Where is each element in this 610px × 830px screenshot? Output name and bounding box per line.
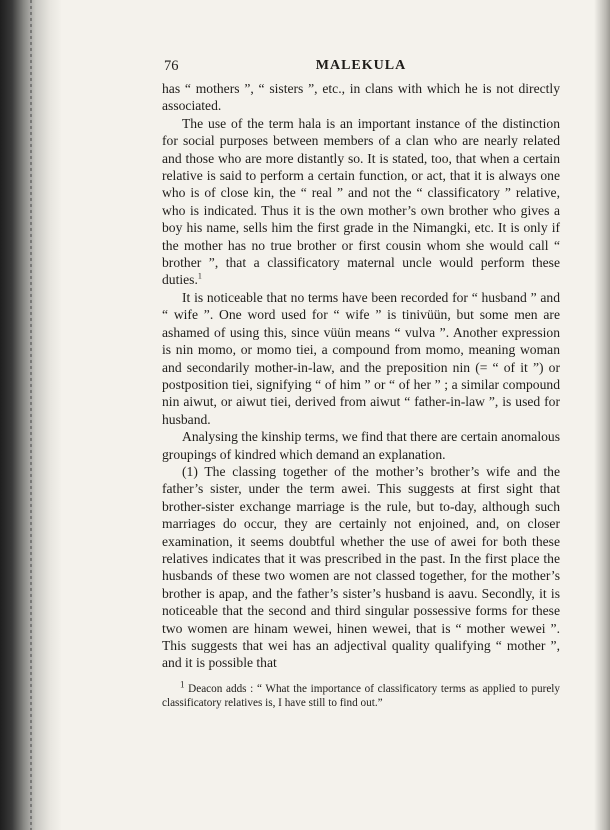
paragraph-1: has “ mothers ”, “ sisters ”, etc., in clans with which he is not directly associated.	[162, 81, 560, 114]
footnote-text: Deacon adds : “ What the importance of classificatory terms as applied to purely classificatory relatives is, I have still to find out.”	[162, 682, 560, 709]
page-header	[162, 58, 560, 80]
footnote-marker: 1	[180, 679, 185, 690]
paragraph-2-text: The use of the term hala is an important instance of the distinction for social purposes between members of a clan who are nearly related and those who are more distantly so. It is stated, too, that when a certain relative is said to perform a certain function, or act, that it is always one who is of close kin, the “ real ” and not the “ classificatory ” relative, who is indicated. Thus it is the own mother’s own brother who gives a boy his name, sells him the first grade in the Nimangki, etc. It is only if the mother has no true brother or first cousin whom she would call “ brother ”, that a classificatory maternal uncle would perform these duties.	[162, 115, 560, 288]
body-text	[162, 80, 560, 672]
footnote	[162, 679, 560, 710]
paragraph-4: Analysing the kinship terms, we find that there are certain anomalous groupings of kindred which demand an explanation.	[162, 429, 560, 462]
paragraph-3: It is noticeable that no terms have been recorded for “ husband ” and “ wife ”. One word used for “ wife ” is tinivüün, but some men are ashamed of using this, since vüün means “ vulva ”. Another expression is nin momo, or momo tiei, a compound from momo, meaning woman and secondarily mother-in-law, and the preposition nin (= “ of it ”) or postposition tiei, signifying “ of him ” or “ of her ” ; a similar compound nin aiwut, or aiwut tiei, derived from aiwut “ father-in-law ”, is used for husband.	[162, 289, 560, 427]
paragraph-2	[162, 115, 560, 289]
book-binding	[0, 0, 62, 830]
paragraph-5: (1) The classing together of the mother’s brother’s wife and the father’s sister, under the term awei. This suggests at first sight that brother-sister exchange marriage is the rule, but to-day, although such marriages do occur, they are certainly not enjoined, and, on closer examination, it seems doubtful whether the use of awei for both these relatives indicates that it was prescribed in the past. In the first place the husbands of these two women are not classed together, for the mother’s brother is apap, and the father’s sister’s husband is aavu. Secondly, it is noticeable that the second and third singular possessive forms for these two women are hinam wewei, hinen wewei, that is “ mother wewei ”. This suggests that wei has an adjectival quality qualifying “ mother ”, and it is possible that	[162, 463, 560, 671]
page-number: 76	[164, 58, 179, 74]
running-head: MALEKULA	[315, 58, 407, 73]
book-page	[162, 58, 560, 710]
footnote-reference: 1	[197, 271, 202, 281]
page-edge	[594, 0, 610, 830]
